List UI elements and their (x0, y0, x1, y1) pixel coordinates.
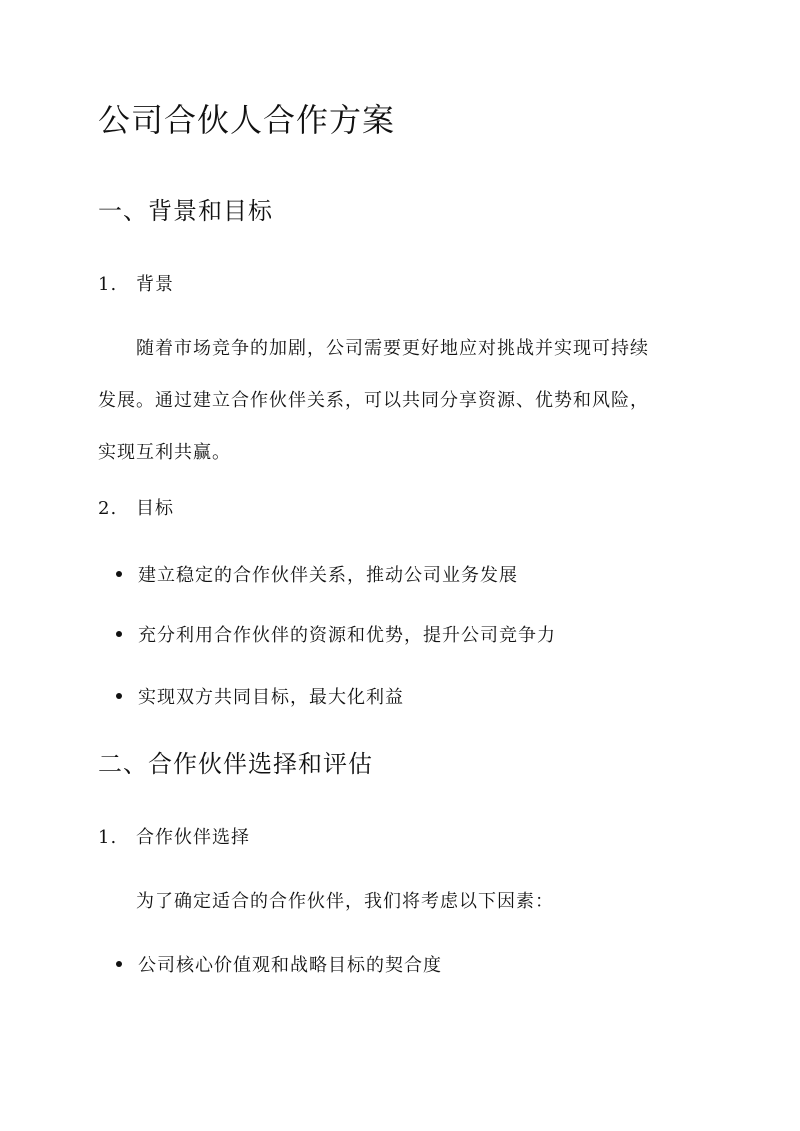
selection-intro-paragraph (98, 877, 710, 927)
list-item (116, 953, 442, 979)
bullet-icon (116, 693, 122, 699)
subheading-goals (98, 496, 174, 522)
list-item-text: 实现双方共同目标，最大化利益 (138, 687, 404, 708)
document-title: 公司合伙人合作方案 (98, 101, 396, 139)
bullet-icon (116, 961, 122, 967)
paragraph-line: 实现互利共赢。 (98, 442, 231, 463)
subheading-background (98, 272, 174, 298)
paragraph-line: 随着市场竞争的加剧，公司需要更好地应对挑战并实现可持续 (136, 338, 649, 359)
bullet-icon (116, 631, 122, 637)
list-item (116, 563, 518, 589)
paragraph-line: 发展。通过建立合作伙伴关系，可以共同分享资源、优势和风险， (98, 390, 649, 411)
subheading-partner-selection (98, 825, 250, 851)
list-item-text: 公司核心价值观和战略目标的契合度 (138, 955, 442, 976)
list-item (116, 623, 556, 649)
section-heading-partner-selection: 二、合作伙伴选择和评估 (98, 750, 373, 778)
subheading-label: 合作伙伴选择 (136, 827, 250, 848)
paragraph-line: 为了确定适合的合作伙伴，我们将考虑以下因素： (136, 891, 554, 912)
list-item (116, 685, 404, 711)
bullet-icon (116, 571, 122, 577)
subheading-label: 目标 (136, 498, 174, 519)
background-paragraph (98, 323, 710, 479)
subheading-number: 1. (98, 274, 118, 295)
list-item-text: 充分利用合作伙伴的资源和优势，提升公司竞争力 (138, 625, 556, 646)
list-item-text: 建立稳定的合作伙伴关系，推动公司业务发展 (138, 565, 518, 586)
section-heading-background-goals: 一、背景和目标 (98, 197, 273, 225)
subheading-number: 1. (98, 827, 118, 848)
subheading-label: 背景 (136, 274, 174, 295)
subheading-number: 2. (98, 498, 118, 519)
